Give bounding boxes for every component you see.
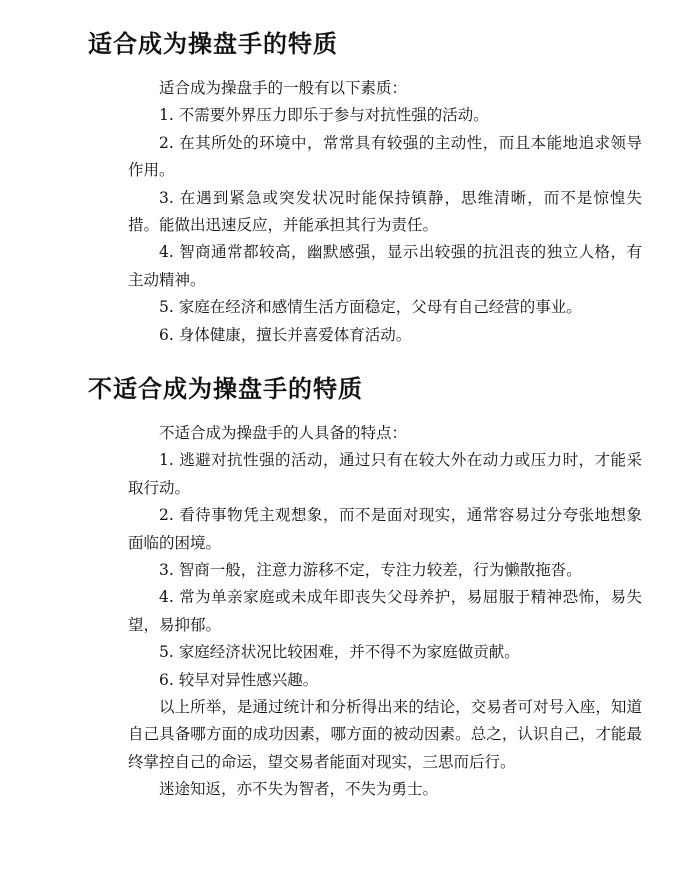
list-item: 6. 较早对异性感兴趣。 [159, 670, 319, 689]
list-item: 3. 在遇到紧急或突发状况时能保持镇静，思维清晰，而不是惊惶失措。能做出迅速反应，并能承担其行为责任。 [128, 188, 642, 235]
paragraph-closing: 迷途知返，亦不失为智者，不失为勇士。 [159, 780, 439, 799]
list-item: 1. 不需要外界压力即乐于参与对抗性强的活动。 [159, 106, 489, 125]
list-item: 1. 逃避对抗性强的活动，通过只有在较大外在动力或压力时，才能采取行动。 [128, 451, 642, 497]
list-item: 5. 家庭经济状况比较困难，并不得不为家庭做贡献。 [159, 643, 520, 662]
list-item: 6. 身体健康，擅长并喜爱体育活动。 [159, 325, 412, 344]
paragraph-intro: 不适合成为操盘手的人具备的特点： [159, 424, 408, 442]
paragraph-intro: 适合成为操盘手的一般有以下素质： [159, 79, 408, 97]
list-item: 4. 常为单亲家庭或未成年即丧失父母养护，易屈服于精神恐怖，易失望，易抑郁。 [128, 588, 642, 634]
section-unsuitable-traits [128, 420, 642, 804]
list-item: 4. 智商通常都较高，幽默感强，显示出较强的抗沮丧的独立人格，有主动精神。 [128, 243, 642, 289]
list-item: 2. 在其所处的环境中，常常具有较强的主动性，而且本能地追求领导作用。 [128, 133, 642, 180]
section-suitable-traits [128, 75, 642, 349]
section-heading-suitable-traits: 适合成为操盘手的特质 [88, 29, 338, 58]
section-heading-unsuitable-traits: 不适合成为操盘手的特质 [88, 374, 363, 403]
list-item: 5. 家庭在经济和感情生活方面稳定，父母有自己经营的事业。 [159, 298, 582, 317]
paragraph-conclusion: 以上所举，是通过统计和分析得出来的结论，交易者可对号入座，知道自己具备哪方面的成功因素，哪方面的被动因素。总之，认识自己，才能最终掌控自己的命运，望交易者能面对现实，三思而后行。 [128, 698, 642, 771]
list-item: 2. 看待事物凭主观想象，而不是面对现实，通常容易过分夸张地想象面临的困境。 [128, 506, 642, 552]
list-item: 3. 智商一般，注意力游移不定，专注力较差，行为懒散拖沓。 [159, 561, 582, 580]
